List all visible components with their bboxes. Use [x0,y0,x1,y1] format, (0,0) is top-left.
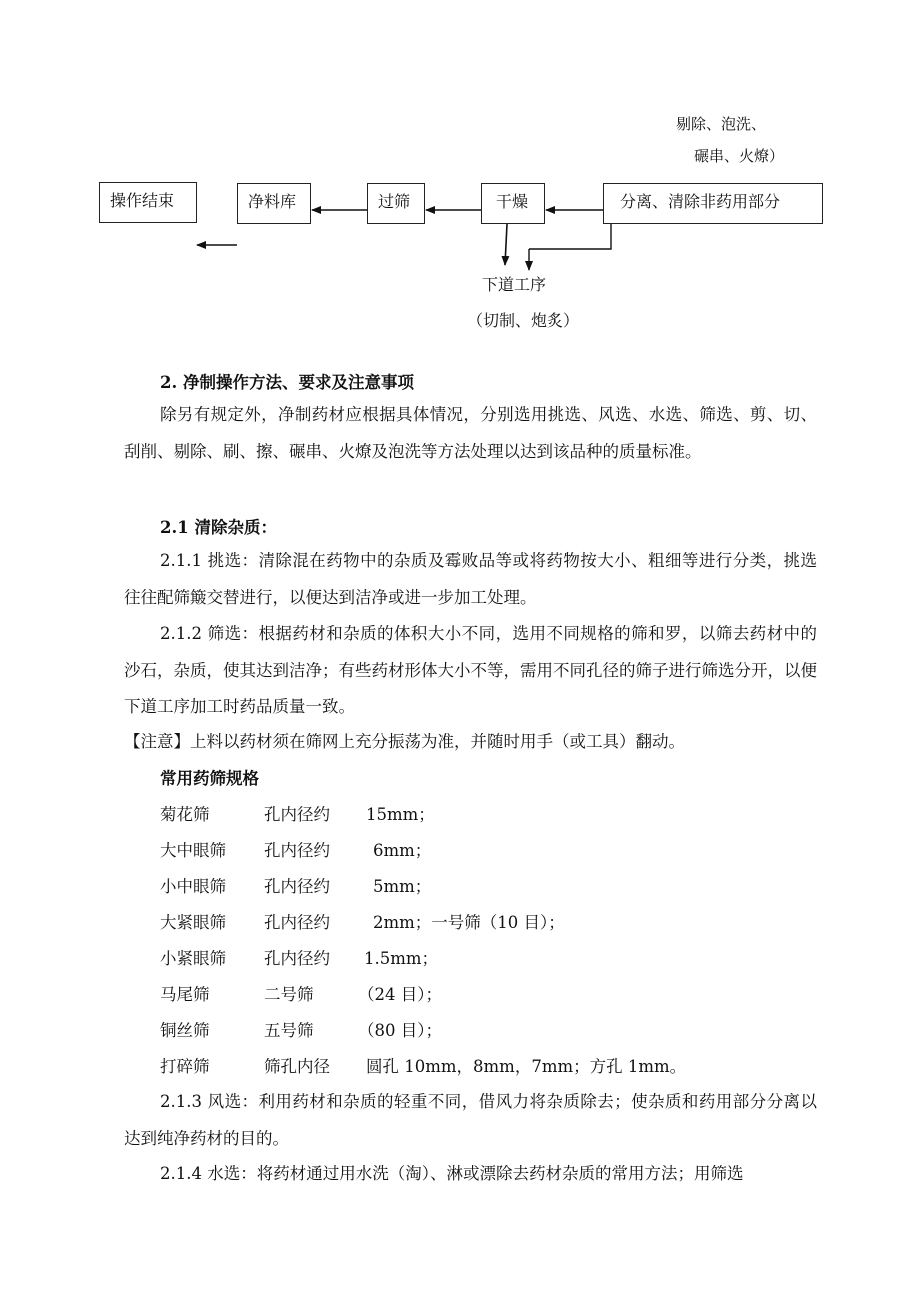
section-2-1-heading: 2.1 清除杂质： [160,518,277,537]
sieve-name: 马尾筛 [160,985,210,1004]
notice: 【注意】上料以药材须在筛网上充分振荡为准，并随时用手（或工具）翻动。 [124,732,685,751]
sieve-name: 大中眼筛 [160,841,226,860]
sieve-value: （80 目）； [358,1021,442,1040]
sieve-name: 铜丝筛 [160,1021,210,1040]
box-separate-remove: 分离、清除非药用部分 [603,183,823,224]
sieve-desc: 二号筛 [264,985,314,1004]
flowchart-arrows [0,0,920,340]
sieve-desc: 筛孔内径 [264,1057,330,1076]
flow-note-line2: 碾串、火燎） [694,147,785,165]
sieve-value: 6mm； [373,841,432,860]
sieve-value: 1.5mm； [364,949,439,968]
flow-note-line1: 剔除、泡洗、 [676,115,767,133]
sieve-desc: 孔内径约 [264,913,330,932]
box-operation-end: 操作结束 [99,182,197,223]
sieve-desc: 五号筛 [264,1021,314,1040]
sieve-name: 小中眼筛 [160,877,226,896]
sieve-specs-heading: 常用药筛规格 [160,769,259,788]
section-2-heading: 2. 净制操作方法、要求及注意事项 [160,373,414,392]
sieve-name: 打碎筛 [160,1057,210,1076]
sieve-value: 5mm； [373,877,432,896]
sieve-desc: 孔内径约 [264,841,330,860]
next-process-detail: （切制、炮炙） [467,311,580,330]
sieve-value: （24 目）； [358,985,442,1004]
sieve-desc: 孔内径约 [264,877,330,896]
arrow-dry-to-next [505,224,507,265]
sieve-value: 2mm；一号筛（10 目）； [373,913,565,932]
sieve-value: 圆孔 10mm，8mm，7mm；方孔 1mm。 [366,1057,687,1076]
para-2-1-2: 2.1.2 筛选：根据药材和杂质的体积大小不同，选用不同规格的筛和罗，以筛去药材中的沙石，杂质，使其达到洁净；有些药材形体大小不等，需用不同孔径的筛子进行筛选分开，以便下道工序加工时药品质量一致。 [124,624,817,716]
sieve-name: 大紧眼筛 [160,913,226,932]
box-sieving: 过筛 [367,183,425,224]
sieve-desc: 孔内径约 [264,805,330,824]
para-2-1-4: 2.1.4 水选：将药材通过用水洗（淘）、淋或漂除去药材杂质的常用方法；用筛选 [160,1164,744,1183]
sieve-value: 15mm； [366,805,435,824]
sieve-name: 菊花筛 [160,805,210,824]
para-2-1-3: 2.1.3 风选：利用药材和杂质的轻重不同，借风力将杂质除去；使杂质和药用部分分离以达到纯净药材的目的。 [124,1092,817,1148]
para-2-1-1: 2.1.1 挑选：清除混在药物中的杂质及霉败品等或将药物按大小、粗细等进行分类，挑选往往配筛簸交替进行，以便达到洁净或进一步加工处理。 [124,551,817,607]
section-2-intro: 除另有规定外，净制药材应根据具体情况，分别选用挑选、风选、水选、筛选、剪、切、刮削、剔除、刷、擦、碾串、火燎及泡洗等方法处理以达到该品种的质量标准。 [124,405,817,461]
box-clean-storage: 净料库 [237,183,311,224]
box-drying: 干燥 [481,183,545,224]
arrow-separate-to-next [529,224,611,249]
sieve-name: 小紧眼筛 [160,949,226,968]
next-process-label: 下道工序 [482,275,547,294]
sieve-desc: 孔内径约 [264,949,330,968]
